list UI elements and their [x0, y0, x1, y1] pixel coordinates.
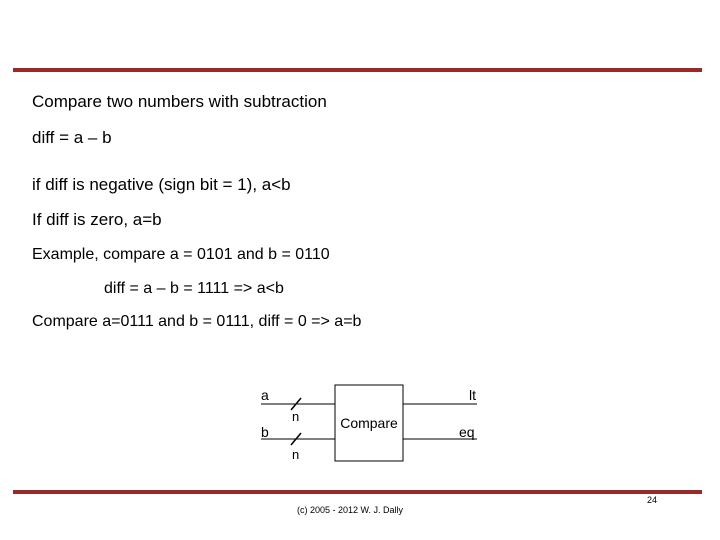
text-line-4: If diff is zero, a=b: [32, 210, 162, 229]
text-line-6: diff = a – b = 1111 => a<b: [104, 280, 284, 297]
top-divider: [13, 68, 702, 72]
text-line-3: if diff is negative (sign bit = 1), a<b: [32, 175, 291, 194]
width-a-label: n: [292, 409, 300, 424]
text-line-2: diff = a – b: [32, 128, 112, 147]
page-number: 24: [647, 495, 658, 505]
compare-block-diagram: [255, 380, 485, 465]
width-b-label: n: [292, 447, 300, 462]
block-label: Compare: [340, 415, 398, 431]
footer-copyright: (c) 2005 - 2012 W. J. Dally: [297, 505, 404, 515]
input-a-label: a: [261, 387, 269, 403]
text-line-5: Example, compare a = 0101 and b = 0110: [32, 246, 330, 263]
output-lt-label: lt: [469, 387, 476, 403]
input-b-label: b: [261, 424, 269, 440]
text-line-1: Compare two numbers with subtraction: [32, 92, 327, 111]
output-eq-label: eq: [459, 424, 475, 440]
text-line-7: Compare a=0111 and b = 0111, diff = 0 => a=b: [32, 313, 362, 330]
bottom-divider: [13, 490, 702, 494]
